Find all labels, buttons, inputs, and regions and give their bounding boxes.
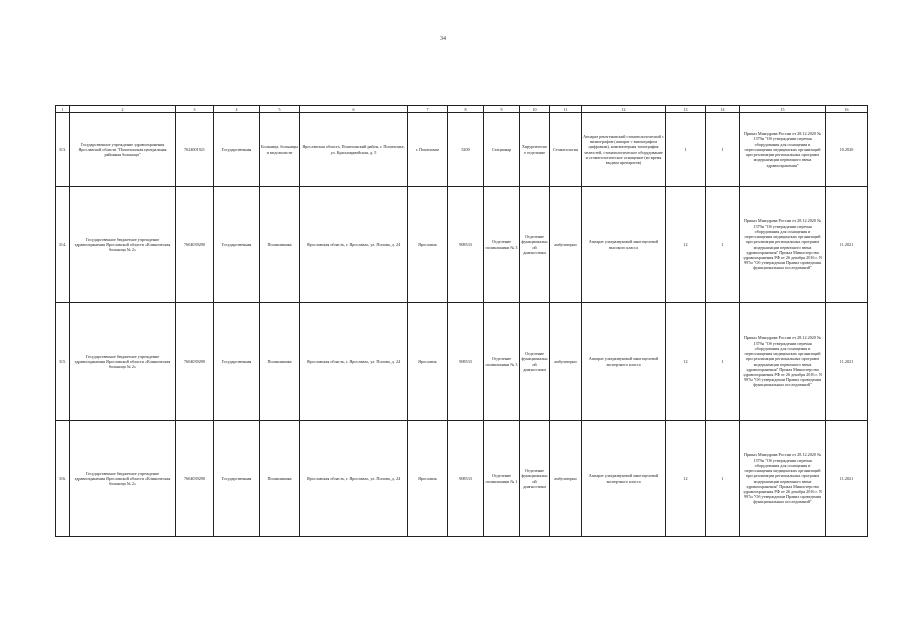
header-cell: 1 [56,106,70,113]
quantity-1: 1 [666,113,706,187]
unit: Отделение поликлиники № 3 [484,187,520,303]
quantity-1: 12 [666,303,706,421]
address: Ярославская область, г. Ярославль, ул. Попова, д. 24 [300,421,408,537]
header-cell: 16 [826,106,868,113]
inn: 7624001921 [176,113,214,187]
unit: Отделение поликлиники № 1 [484,421,520,537]
legal-basis: Приказ Минздрава России от 28.12.2020 № 1379н "Об утверждении перечня оборудования для оснащения и переоснащения медицинских организаций при реализации региональных программ модернизации первичного звена здравоохранения" Приказ Министерства здравоохранения РФ от 26 декабря 2016 г. N 997н "Об утверждении Правил проведения функциональных исследований" [740,187,826,303]
header-cell: 10 [520,106,550,113]
facility-type: Поликлиника [260,187,300,303]
quantity-2: 1 [706,187,740,303]
address: Ярославская область, г. Ярославль, ул. Попова, д. 24 [300,187,408,303]
department: Отделение функциональной диагностики [520,187,550,303]
city: Ярославль [408,187,448,303]
date: 10.2020 [826,113,868,187]
header-cell: 9 [484,106,520,113]
row-number: 313. [56,113,70,187]
city: г. Пошехонье [408,113,448,187]
quantity-2: 1 [706,421,740,537]
date: 11.2021 [826,303,868,421]
inn: 7604039290 [176,303,214,421]
address: Ярославская область, Пошехонский район, г. Пошехонье, ул. Красноармейская, д. 5 [300,113,408,187]
page-number: 34 [440,36,446,42]
header-cell: 12 [582,106,666,113]
profile: амбулаторно [550,303,582,421]
header-cell: 4 [214,106,260,113]
header-cell: 6 [300,106,408,113]
inn: 7604039290 [176,421,214,537]
organization-name: Государственное бюджетное учреждение здравоохранения Ярославской области «Клиническая больница № 2» [70,187,176,303]
organization-name: Государственное бюджетное учреждение здравоохранения Ярославской области «Клиническая больница № 2» [70,303,176,421]
ownership: Государственная [214,187,260,303]
quantity-1: 12 [666,421,706,537]
header-cell: 7 [408,106,448,113]
header-cell: 8 [448,106,484,113]
date: 11.2021 [826,421,868,537]
table-row [56,303,868,421]
unit: Отделение поликлиники № 3 [484,303,520,421]
header-cell: 14 [706,106,740,113]
profile: амбулаторно [550,187,582,303]
header-cell: 2 [70,106,176,113]
facility-type: Поликлиника [260,421,300,537]
header-cell: 3 [176,106,214,113]
department: Хирургическое отделение [520,113,550,187]
equipment: Аппарат ультразвуковой многоцелевой высокого класса [582,187,666,303]
profile: амбулаторно [550,421,582,537]
header-cell: 11 [550,106,582,113]
table-row [56,187,868,303]
header-row [56,106,868,113]
facility-type: Поликлиника [260,303,300,421]
organization-name: Государственное бюджетное учреждение здравоохранения Ярославской области «Клиническая больница № 2» [70,421,176,537]
date: 11.2021 [826,187,868,303]
ownership: Государственная [214,113,260,187]
row-number: 314. [56,187,70,303]
facility-type: Больница, больницы и медсанчасти [260,113,300,187]
unit: Стационар [484,113,520,187]
header-cell: 15 [740,106,826,113]
legal-basis: Приказ Минздрава России от 28.12.2020 № 1379н "Об утверждении перечня оборудования для оснащения и переоснащения медицинских организаций при реализации региональных программ модернизации первичного звена здравоохранения" Приказ Министерства здравоохранения РФ от 26 декабря 2016 г. N 997н "Об утверждении Правил проведения функциональных исследований" [740,303,826,421]
code: 908533 [448,187,484,303]
organization-name: Государственное учреждение здравоохранения Ярославской области "Пошехонская центральная районная больница" [70,113,176,187]
legal-basis: Приказ Минздрава России от 28.12.2020 № 1379н "Об утверждении перечня оборудования для оснащения и переоснащения медицинских организаций при реализации региональных программ модернизации первичного звена здравоохранения" Приказ Министерства здравоохранения РФ от 26 декабря 2016 г. N 997н "Об утверждении Правил проведения функциональных исследований" [740,421,826,537]
equipment: Аппарат ультразвуковой многоцелевой экспертного класса [582,303,666,421]
table-row [56,113,868,187]
quantity-1: 12 [666,187,706,303]
city: Ярославль [408,421,448,537]
header-cell: 13 [666,106,706,113]
city: Ярославль [408,303,448,421]
row-number: 316. [56,421,70,537]
equipment: Аппарат ультразвуковой многоцелевой экспертного класса [582,421,666,537]
legal-basis: Приказ Минздрава России от 28.12.2020 № 1379н "Об утверждении перечня оборудования для оснащения и переоснащения медицинских организаций при реализации региональных программ модернизации первичного звена здравоохранения" [740,113,826,187]
code: 908533 [448,303,484,421]
equipment: Аппарат рентгеновский стоматологический с визиографом (аппарат с визиографом цифровым), компьютерная томография челюстей, стоматологическое оборудование и стоматологическое оснащение (во время выдачи препаратов) [582,113,666,187]
profile: Стоматология [550,113,582,187]
department: Отделение функциональной диагностики [520,421,550,537]
header-cell: 5 [260,106,300,113]
quantity-2: 1 [706,303,740,421]
quantity-2: 1 [706,113,740,187]
ownership: Государственная [214,421,260,537]
code: 5200 [448,113,484,187]
table-row [56,421,868,537]
ownership: Государственная [214,303,260,421]
code: 908533 [448,421,484,537]
department: Отделение функциональной диагностики [520,303,550,421]
address: Ярославская область, г. Ярославль, ул. Попова, д. 24 [300,303,408,421]
inn: 7604039290 [176,187,214,303]
row-number: 315. [56,303,70,421]
equipment-table [55,105,868,537]
